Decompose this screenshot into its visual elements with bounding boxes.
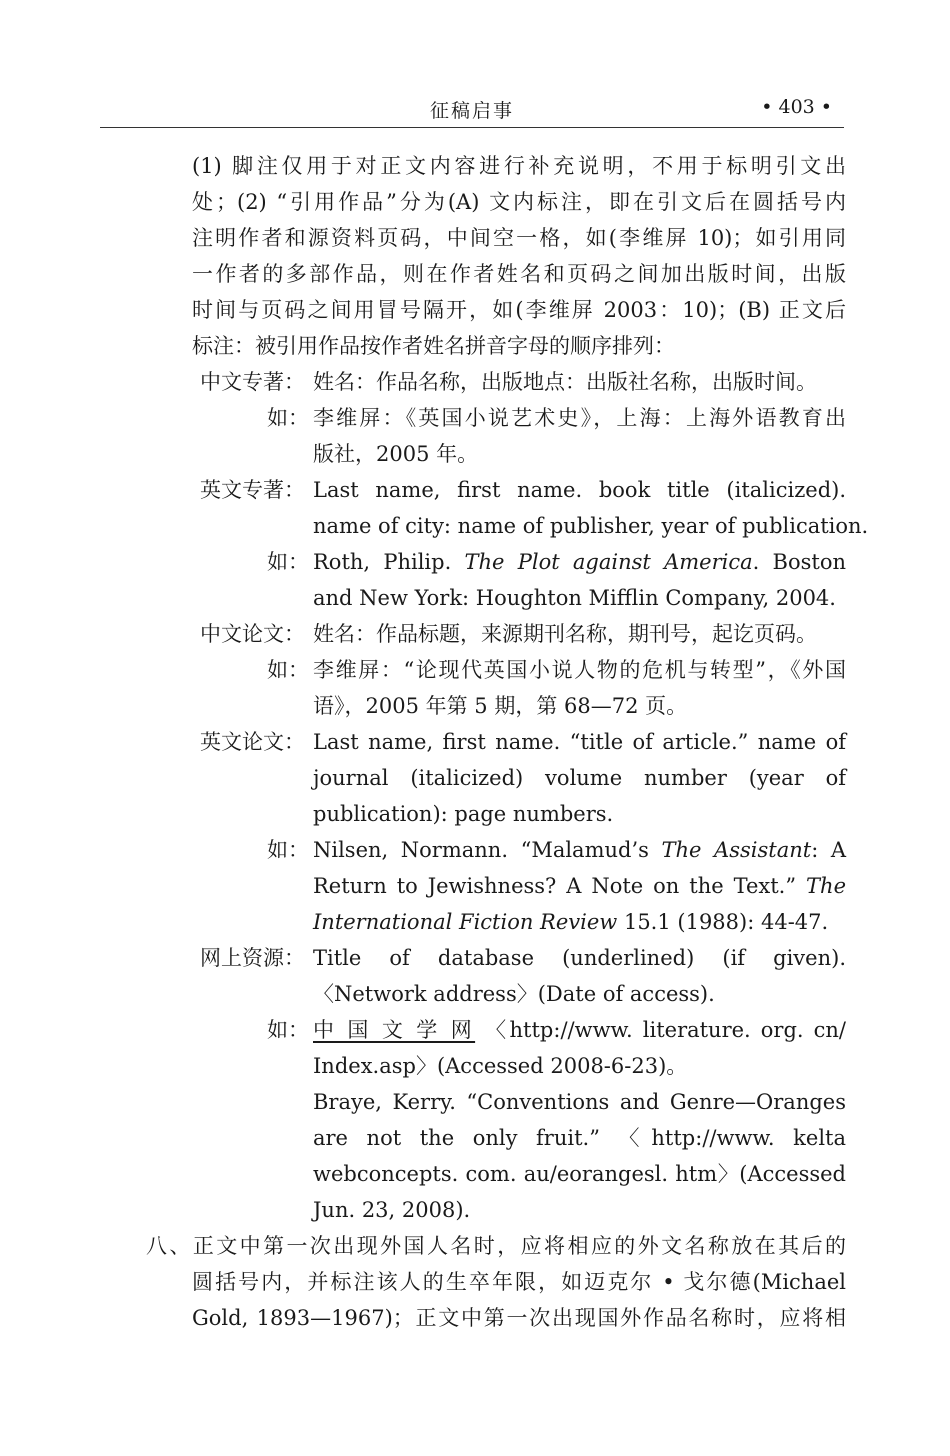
journal-title: International Fiction Review <box>313 910 618 934</box>
online-example: 中 国 文 学 网 〈http://www. literature. org. cn/ <box>313 1018 846 1042</box>
example-label: 如： <box>267 406 309 430</box>
en-book-format: Last name, first name. book title (italicized). <box>313 478 846 502</box>
text-line: 时间与页码之间用冒号隔开，如(李维屏 2003：10)；(B) 正文后 <box>192 298 846 322</box>
section-eight-line: Gold, 1893—1967)；正文中第一次出现国外作品名称时，应将相 <box>192 1306 846 1330</box>
article-title: The Assistant <box>661 838 812 862</box>
text-line: 注明作者和源资料页码，中间空一格，如(李维屏 10)；如引用同 <box>192 226 846 250</box>
cn-book-example: 李维屏：《英国小说艺术史》，上海：上海外语教育出 <box>313 406 846 430</box>
book-title: The Plot against America <box>464 550 753 574</box>
online-example: Jun. 23, 2008). <box>313 1198 471 1222</box>
online-format: 〈Network address〉(Date of access). <box>313 982 715 1006</box>
en-article-example: Return to Jewishness? A Note on the Text.” The <box>313 874 846 898</box>
running-header <box>100 92 844 128</box>
entry-label-en-book: 英文专著： <box>200 478 305 502</box>
text-line: 处；(2) “引用作品”分为(A) 文内标注，即在引文后在圆括号内 <box>192 190 846 214</box>
cn-article-example: 李维屏：“论现代英国小说人物的危机与转型”，《外国 <box>313 658 846 682</box>
text-line: (1) 脚注仅用于对正文内容进行补充说明，不用于标明引文出 <box>192 154 846 178</box>
page-number: • 403 • <box>761 96 832 118</box>
website-link[interactable]: 中 国 文 学 网 <box>313 1018 476 1042</box>
online-example: webconcepts. com. au/eorangesl. htm〉(Accessed <box>313 1162 846 1186</box>
section-eight-line: 圆括号内，并标注该人的生卒年限，如迈克尔 • 戈尔德(Michael <box>192 1270 846 1294</box>
header-rule <box>100 127 844 128</box>
entry-label-online: 网上资源： <box>200 946 305 970</box>
header-title: 征稿启事 <box>429 100 514 122</box>
en-book-example: Roth, Philip. The Plot against America. Boston <box>313 550 847 574</box>
online-format: Title of database (underlined) (if given). <box>313 946 846 970</box>
en-book-example: and New York: Houghton Mifflin Company, 2004. <box>313 586 836 610</box>
en-article-example: International Fiction Review 15.1 (1988): 44-47. <box>313 910 829 934</box>
entry-label-en-article: 英文论文： <box>200 730 305 754</box>
entry-label-cn-article: 中文论文： <box>200 622 305 646</box>
cn-book-format: 姓名：作品名称，出版地点：出版社名称，出版时间。 <box>313 370 817 394</box>
example-label: 如： <box>267 658 309 682</box>
online-example: Index.asp〉(Accessed 2008-6-23)。 <box>313 1054 688 1078</box>
cn-article-format: 姓名：作品标题，来源期刊名称，期刊号，起讫页码。 <box>313 622 817 646</box>
online-example: are not the only fruit.” 〈http://www. kelta <box>313 1126 846 1150</box>
online-example: Braye, Kerry. “Conventions and Genre—Oranges <box>313 1090 846 1114</box>
en-book-format: name of city: name of publisher, year of publication. <box>313 514 869 538</box>
example-label: 如： <box>267 1018 309 1042</box>
en-article-format: journal (italicized) volume number (year of <box>313 766 846 790</box>
cn-book-example: 版社，2005 年。 <box>313 442 479 466</box>
entry-label-cn-book: 中文专著： <box>200 370 305 394</box>
cn-article-example: 语》，2005 年第 5 期，第 68—72 页。 <box>313 694 688 718</box>
en-article-format: publication): page numbers. <box>313 802 614 826</box>
en-article-format: Last name, first name. “title of article.” name of <box>313 730 846 754</box>
example-label: 如： <box>267 838 309 862</box>
text-line: 一作者的多部作品，则在作者姓名和页码之间加出版时间，出版 <box>192 262 846 286</box>
example-label: 如： <box>267 550 309 574</box>
section-eight-line: 八、正文中第一次出现外国人名时，应将相应的外文名称放在其后的 <box>146 1234 846 1258</box>
en-article-example: Nilsen, Normann. “Malamud’s The Assistant: A <box>313 838 847 862</box>
text-line: 标注：被引用作品按作者姓名拼音字母的顺序排列： <box>192 334 675 358</box>
